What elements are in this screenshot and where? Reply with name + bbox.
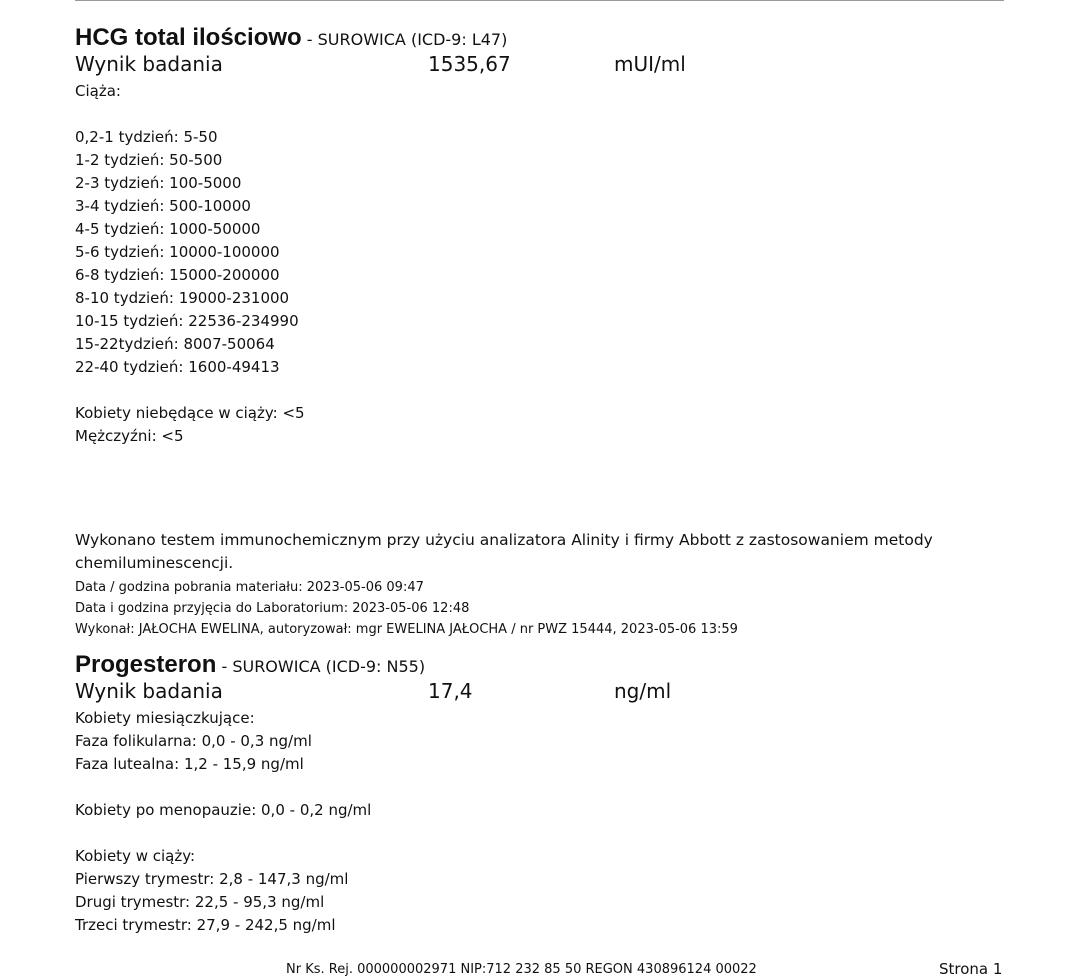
progesteron-result-value: 17,4 [428, 679, 473, 703]
progesteron-norm-line [75, 822, 1004, 845]
progesteron-section [75, 651, 1004, 937]
progesteron-result-row [75, 679, 1004, 707]
hcg-performed-by: Wykonał: JAŁOCHA EWELINA, autoryzował: mgr EWELINA JAŁOCHA / nr PWZ 15444, 2023-05-06 13:59 [75, 622, 738, 637]
footer-registry: Nr Ks. Rej. 000000002971 NIP:712 232 85 50 REGON 430896124 00022 [286, 962, 757, 977]
progesteron-reference-norms [75, 707, 1004, 937]
progesteron-test-meta: - SUROWICA (ICD-9: N55) [216, 657, 426, 676]
hcg-method-note: Wykonano testem immunochemicznym przy użyciu analizatora Alinity i firmy Abbott z zastosowaniem metody chemiluminescencji. [75, 531, 933, 572]
progesteron-title [75, 651, 1004, 679]
progesteron-result-label: Wynik badania [75, 679, 223, 703]
hcg-test-name: HCG total ilościowo [75, 24, 302, 51]
progesteron-norm-line: Faza folikularna: 0,0 - 0,3 ng/ml [75, 732, 312, 750]
hcg-norm-line: 0,2-1 tydzień: 5-50 [75, 128, 218, 146]
progesteron-norm-line: Trzeci trymestr: 27,9 - 242,5 ng/ml [75, 916, 336, 934]
hcg-title [75, 24, 1004, 52]
progesteron-norm-line: Kobiety miesiączkujące: [75, 709, 255, 727]
hcg-result-row [75, 52, 1004, 80]
hcg-norm-line: 8-10 tydzień: 19000-231000 [75, 289, 290, 307]
hcg-test-meta: - SUROWICA (ICD-9: L47) [301, 30, 508, 49]
hcg-norm-line [75, 379, 1004, 402]
hcg-details [75, 529, 1004, 640]
hcg-norm-line: 10-15 tydzień: 22536-234990 [75, 312, 299, 330]
progesteron-norm-line: Kobiety po menopauzie: 0,0 - 0,2 ng/ml [75, 801, 372, 819]
hcg-collection-date: Data / godzina pobrania materiału: 2023-05-06 09:47 [75, 580, 424, 595]
progesteron-norm-line [75, 776, 1004, 799]
hcg-norm-line: 1-2 tydzień: 50-500 [75, 151, 223, 169]
hcg-norm-line: 22-40 tydzień: 1600-49413 [75, 358, 280, 376]
hcg-section [75, 24, 1004, 448]
progesteron-test-name: Progesteron [75, 651, 217, 678]
top-divider [75, 0, 1004, 1]
progesteron-result-unit: ng/ml [614, 679, 672, 703]
hcg-norm-line: 6-8 tydzień: 15000-200000 [75, 266, 280, 284]
hcg-norm-line: 3-4 tydzień: 500-10000 [75, 197, 251, 215]
progesteron-norm-line: Kobiety w ciąży: [75, 847, 196, 865]
hcg-norm-line: 2-3 tydzień: 100-5000 [75, 174, 242, 192]
footer-page-number: Strona 1 [939, 960, 1003, 978]
hcg-norm-line: Kobiety niebędące w ciąży: <5 [75, 404, 305, 422]
hcg-result-unit: mUI/ml [614, 52, 686, 76]
hcg-norm-line: 5-6 tydzień: 10000-100000 [75, 243, 280, 261]
hcg-norm-line: 15-22tydzień: 8007-50064 [75, 335, 275, 353]
hcg-result-label: Wynik badania [75, 52, 223, 76]
hcg-reference-norms [75, 80, 1004, 448]
hcg-reception-date: Data i godzina przyjęcia do Laboratorium: 2023-05-06 12:48 [75, 601, 470, 616]
hcg-norm-line [75, 103, 1004, 126]
hcg-norm-line: 4-5 tydzień: 1000-50000 [75, 220, 261, 238]
hcg-norm-line: Ciąża: [75, 82, 121, 100]
hcg-norm-line: Mężczyźni: <5 [75, 427, 184, 445]
progesteron-norm-line: Pierwszy trymestr: 2,8 - 147,3 ng/ml [75, 870, 349, 888]
progesteron-norm-line: Drugi trymestr: 22,5 - 95,3 ng/ml [75, 893, 325, 911]
hcg-result-value: 1535,67 [428, 52, 511, 76]
progesteron-norm-line: Faza lutealna: 1,2 - 15,9 ng/ml [75, 755, 304, 773]
